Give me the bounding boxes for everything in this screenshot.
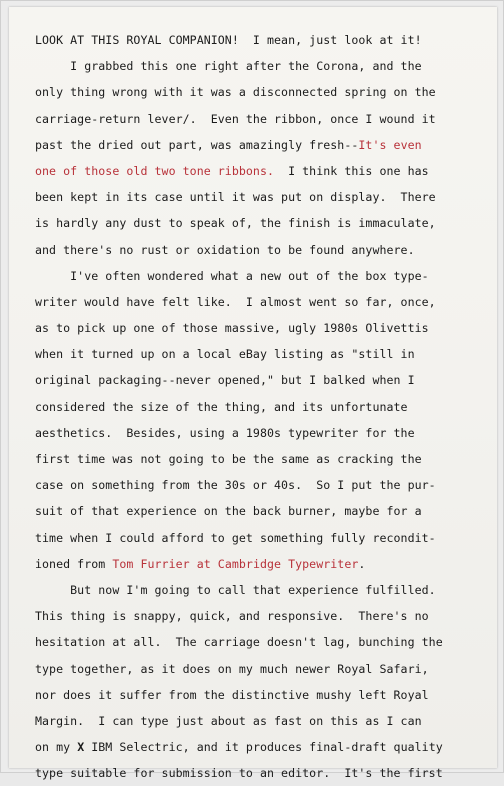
text-line <box>35 420 485 446</box>
text-line <box>35 734 485 760</box>
text-line <box>35 525 485 551</box>
text-segment: IBM Selectric, and it produces final-draft quality <box>84 740 443 755</box>
text-line <box>35 106 485 132</box>
text-segment: original packaging--never opened," but I balked when I <box>35 373 415 388</box>
text-segment: aesthetics. Besides, using a 1980s typewriter for the <box>35 425 415 440</box>
text-segment: considered the size of the thing, and its unfortunate <box>35 399 408 414</box>
text-segment: as to pick up one of those massive, ugly 1980s Olivettis <box>35 321 429 336</box>
text-line <box>35 237 485 263</box>
red-ink-text: Tom Furrier at Cambridge Typewriter <box>112 556 359 571</box>
text-segment: carriage-return lever/. Even the ribbon, once I wound it <box>35 111 436 126</box>
text-line <box>35 577 485 603</box>
text-segment: Margin. I can type just about as fast on this as I can <box>35 713 422 728</box>
text-line <box>35 289 485 315</box>
text-segment: suit of that experience on the back burner, maybe for a <box>35 504 422 519</box>
text-line <box>35 315 485 341</box>
text-line <box>35 367 485 393</box>
text-segment: writer would have felt like. I almost went so far, once, <box>35 294 436 309</box>
text-line <box>35 760 485 786</box>
text-line <box>35 53 485 79</box>
text-line <box>35 629 485 655</box>
text-line <box>35 708 485 734</box>
text-segment: time when I could afford to get something fully recondit- <box>35 530 436 545</box>
text-line <box>35 472 485 498</box>
text-line <box>35 682 485 708</box>
text-segment: I think this one has <box>274 163 429 178</box>
text-segment: This thing is snappy, quick, and responsive. There's no <box>35 609 429 624</box>
text-line <box>35 603 485 629</box>
text-line <box>35 498 485 524</box>
red-ink-text: one of those old two tone ribbons. <box>35 163 275 178</box>
text-line <box>35 79 485 105</box>
text-segment: I've often wondered what a new out of the box type- <box>35 268 429 283</box>
text-line <box>35 446 485 472</box>
text-segment: is hardly any dust to speak of, the finish is immaculate, <box>35 216 436 231</box>
text-segment: been kept in its case until it was put on display. There <box>35 190 436 205</box>
text-segment: But now I'm going to call that experience fulfilled. <box>35 582 436 597</box>
text-segment: only thing wrong with it was a disconnected spring on the <box>35 85 436 100</box>
typed-text-body <box>35 27 485 786</box>
text-line <box>35 184 485 210</box>
text-segment: case on something from the 30s or 40s. So I put the pur- <box>35 478 436 493</box>
text-line <box>35 551 485 577</box>
text-segment: . <box>358 556 366 571</box>
text-segment: ioned from <box>35 556 113 571</box>
text-segment: type together, as it does on my much newer Royal Safari, <box>35 661 429 676</box>
text-line <box>35 132 485 158</box>
text-segment: LOOK AT THIS ROYAL COMPANION! I mean, just look at it! <box>35 33 422 47</box>
text-segment: past the dried out part, was amazingly fresh-- <box>35 137 359 152</box>
text-line <box>35 394 485 420</box>
text-segment: first time was not going to be the same as cracking the <box>35 452 422 466</box>
text-line <box>35 210 485 236</box>
text-line <box>35 158 485 184</box>
red-ink-text: It's even <box>358 137 422 152</box>
text-line <box>35 27 485 53</box>
typewritten-page <box>9 7 497 781</box>
text-segment: X <box>77 740 85 755</box>
text-line <box>35 263 485 289</box>
text-segment: and there's no rust or oxidation to be found anywhere. <box>35 242 415 257</box>
text-segment: when it turned up on a local eBay listing as "still in <box>35 347 415 362</box>
text-segment: on my <box>35 740 78 755</box>
text-segment: type suitable for submission to an editor. It's the first <box>35 766 443 781</box>
text-line <box>35 341 485 367</box>
text-segment: nor does it suffer from the distinctive mushy left Royal <box>35 687 429 702</box>
text-line <box>35 656 485 682</box>
text-segment: hesitation at all. The carriage doesn't lag, bunching the <box>35 635 443 650</box>
text-segment: I grabbed this one right after the Corona, and the <box>35 59 422 74</box>
